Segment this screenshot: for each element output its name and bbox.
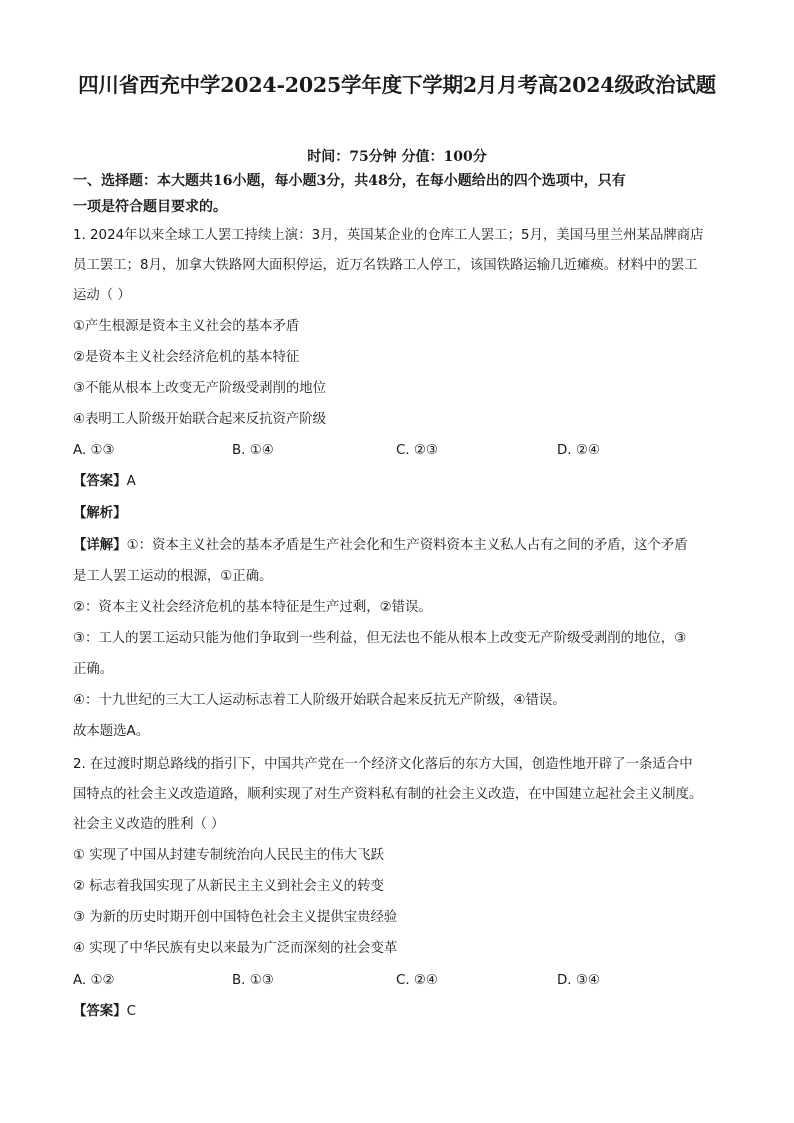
q1-detail-line-4: ③：工人的罢工运动只能为他们争取到一些利益，但无法也不能从根本上改变无产阶级受剥削的地位，③ [73,631,687,646]
q2-stem-line-2: 国特点的社会主义改造道路，顺利实现了对生产资料私有制的社会主义改造，在中国建立起社会主义制度。 [73,787,703,802]
q2-item-2: ② 标志着我国实现了从新民主主义到社会主义的转变 [73,879,384,894]
answer-tag: 【答案】 [73,1004,127,1019]
section-intro-line-1: 一、选择题：本大题共16小题，每小题3分，共48分，在每小题给出的四个选项中，只有 [73,173,626,189]
q2-option-a: A. ①② [73,973,115,988]
q1-option-c: C. ②③ [396,443,438,458]
q2-option-d: D. ③④ [557,973,600,988]
q1-item-3: ③不能从根本上改变无产阶级受剥削的地位 [73,381,327,396]
page-title: 四川省西充中学2024-2025学年度下学期2月月考高2024级政治试题 [78,73,716,97]
q1-stem-line-3: 运动（ ） [73,288,131,303]
q2-option-b: B. ①③ [232,973,274,988]
analysis-tag: 【解析】 [73,506,127,521]
detail-text: ①：资本主义社会的基本矛盾是生产社会化和生产资料资本主义私人占有之间的矛盾，这个矛盾 [126,538,688,553]
q1-item-1: ①产生根源是资本主义社会的基本矛盾 [73,319,300,334]
q1-answer [73,472,733,492]
answer-tag: 【答案】 [73,474,127,489]
q1-option-a: A. ①③ [73,443,115,458]
q1-detail-line-5: 正确。 [73,662,114,677]
section-intro-line-2: 一项是符合题目要求的。 [73,199,227,215]
answer-value: A [126,474,136,489]
q2-stem-line-3: 社会主义改造的胜利（ ） [73,817,225,832]
q1-detail-line-7: 故本题选A。 [73,724,150,739]
q1-detail-line-6: ④：十九世纪的三大工人运动标志着工人阶级开始联合起来反抗无产阶级，④错误。 [73,693,566,708]
answer-value: C [126,1004,136,1019]
q1-detail-line-2: 是工人罢工运动的根源，①正确。 [73,569,273,584]
q2-item-1: ① 实现了中国从封建专制统治向人民民主的伟大飞跃 [73,848,384,863]
q1-detail-line-1 [73,536,733,556]
detail-tag: 【详解】 [73,538,127,553]
q1-option-d: D. ②④ [557,443,600,458]
q1-analysis-tag [73,504,733,524]
q2-item-4: ④ 实现了中华民族有史以来最为广泛而深刻的社会变革 [73,941,398,956]
q1-item-2: ②是资本主义社会经济危机的基本特征 [73,350,300,365]
q1-item-4: ④表明工人阶级开始联合起来反抗资产阶级 [73,412,327,427]
q1-stem-line-2: 员工罢工；8月，加拿大铁路网大面积停运，近万名铁路工人停工，该国铁路运输几近瘫痪。材料中的罢工 [73,258,698,273]
q2-stem-line-1: 2. 在过渡时期总路线的指引下，中国共产党在一个经济文化落后的东方大国，创造性地开辟了一条适合中 [73,757,693,772]
q2-item-3: ③ 为新的历史时期开创中国特色社会主义提供宝贵经验 [73,910,398,925]
q1-detail-line-3: ②：资本主义社会经济危机的基本特征是生产过剩，②错误。 [73,600,432,615]
q1-stem-line-1: 1. 2024年以来全球工人罢工持续上演：3月，英国某企业的仓库工人罢工；5月，美国马里兰州某品牌商店 [73,228,704,243]
q1-option-b: B. ①④ [232,443,274,458]
q2-answer [73,1002,733,1022]
exam-meta: 时间：75分钟 分值：100分 [307,149,487,165]
q2-option-c: C. ②④ [396,973,438,988]
